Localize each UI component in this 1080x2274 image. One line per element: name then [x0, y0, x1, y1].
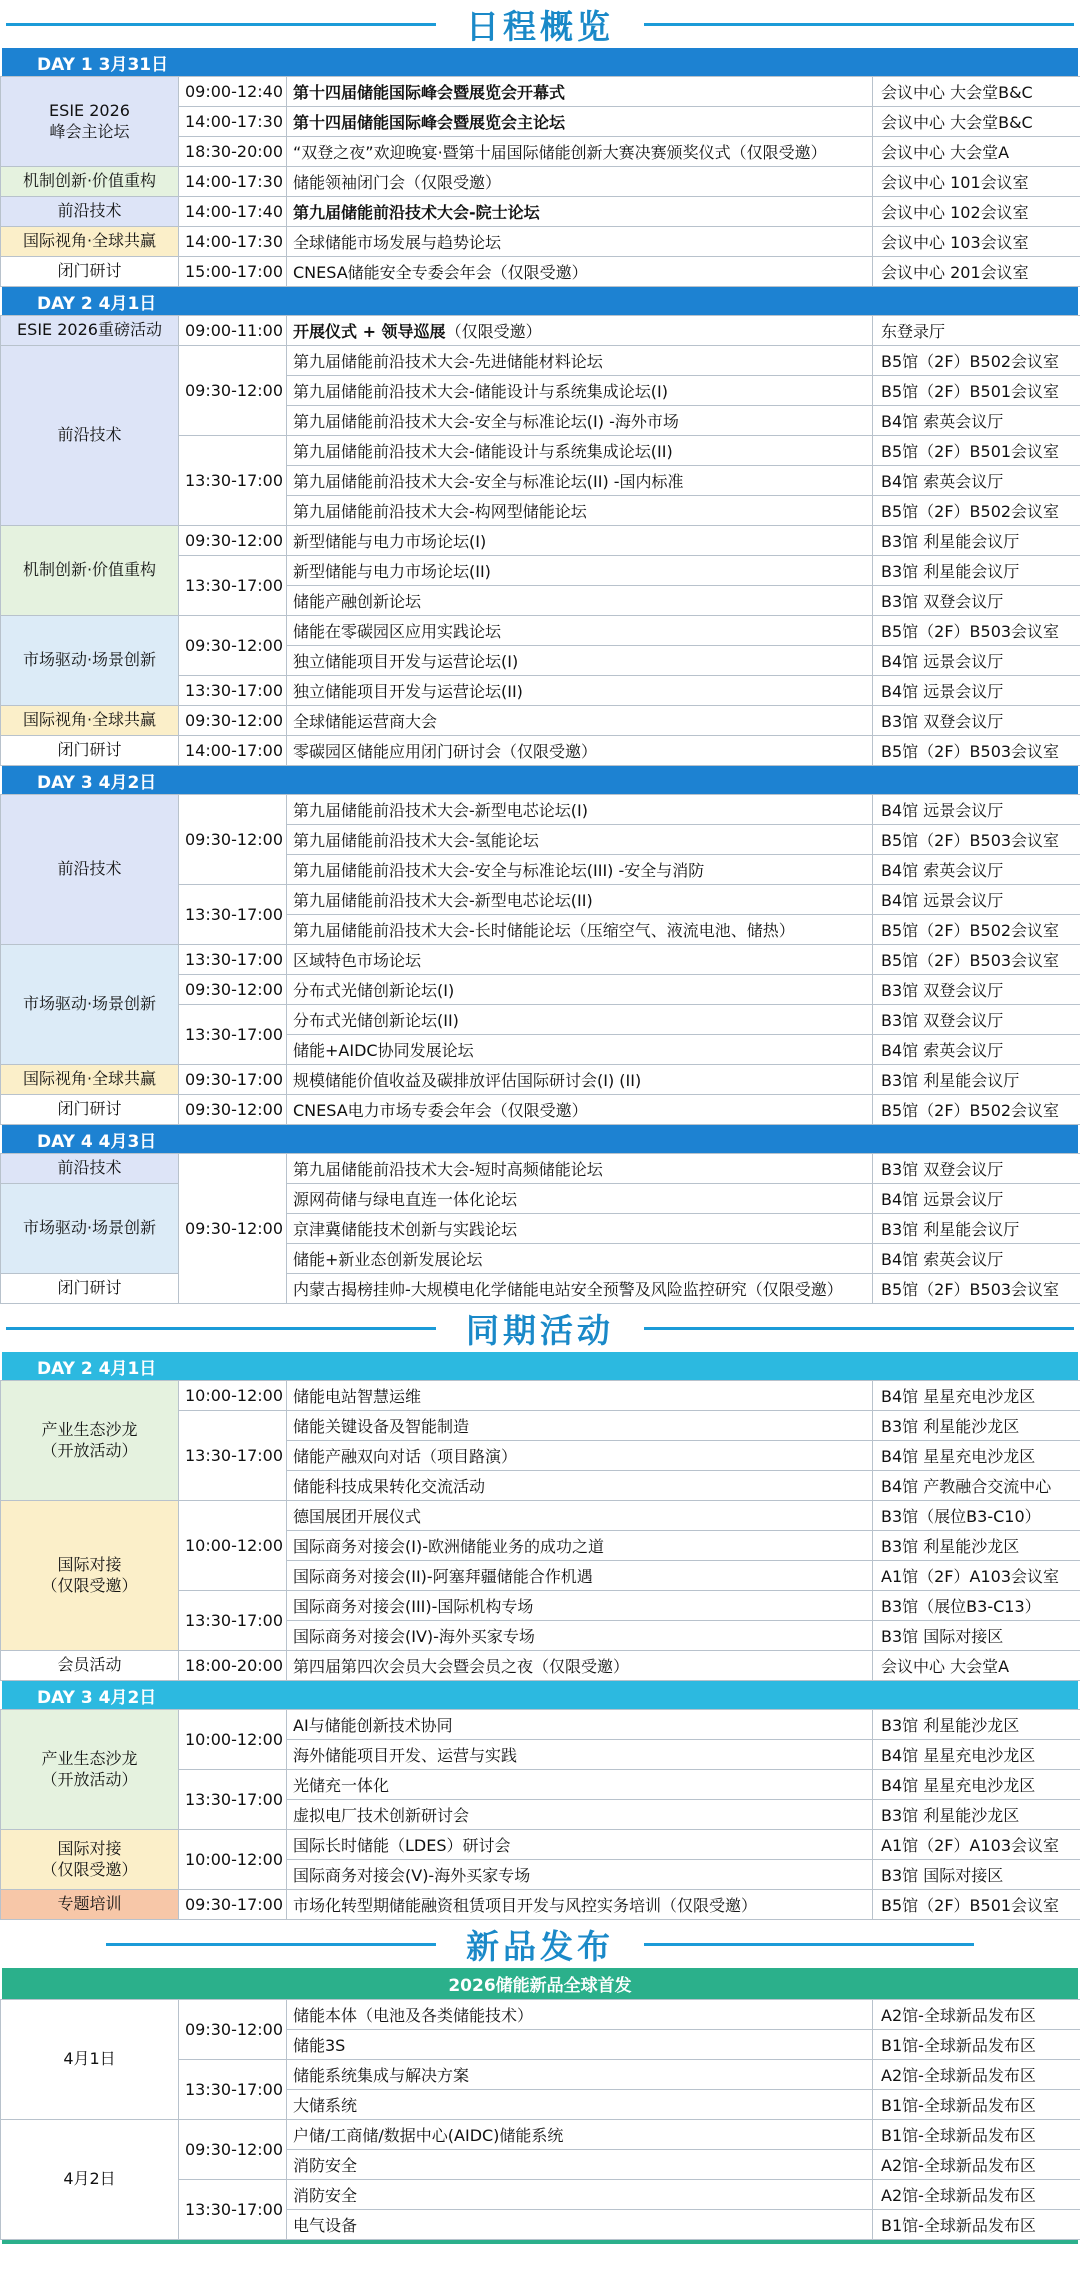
topic-cell: 京津冀储能技术创新与实践论坛 — [287, 1214, 873, 1244]
topic-cell: 第四届第四次会员大会暨会员之夜（仅限受邀） — [287, 1651, 873, 1681]
topic-cell: 储能关键设备及智能制造 — [287, 1411, 873, 1441]
category-cell: 闭门研讨 — [1, 736, 179, 766]
location-cell: B1馆-全球新品发布区 — [873, 2090, 1080, 2120]
category-cell: 国际视角·全球共赢 — [1, 227, 179, 257]
topic-cell: 光储充一体化 — [287, 1770, 873, 1800]
day-header: DAY 3 4月2日 — [2, 766, 1078, 794]
time-cell: 09:30-17:00 — [179, 1065, 287, 1095]
time-cell: 18:30-20:00 — [179, 137, 287, 167]
category-cell: 国际对接 （仅限受邀） — [1, 1501, 179, 1651]
location-cell: B4馆 索英会议厅 — [873, 466, 1080, 496]
location-cell: B4馆 索英会议厅 — [873, 855, 1080, 885]
topic-cell: 储能科技成果转化交流活动 — [287, 1471, 873, 1501]
location-cell: B4馆 索英会议厅 — [873, 1244, 1080, 1274]
time-cell: 13:30-17:00 — [179, 2060, 287, 2120]
location-cell: A1馆（2F）A103会议室 — [873, 1830, 1080, 1860]
time-cell: 09:30-12:00 — [179, 2120, 287, 2180]
category-cell: 市场驱动·场景创新 — [1, 945, 179, 1065]
location-cell: B3馆 利星能沙龙区 — [873, 1800, 1080, 1830]
time-cell: 13:30-17:00 — [179, 885, 287, 945]
category-cell: 国际对接 （仅限受邀） — [1, 1830, 179, 1890]
topic-cell: 内蒙古揭榜挂帅-大规模电化学储能电站安全预警及风险监控研究（仅限受邀） — [287, 1274, 873, 1304]
day-header: DAY 1 3月31日 — [2, 48, 1078, 76]
topic-cell: 储能3S — [287, 2030, 873, 2060]
table-row — [1, 945, 1080, 975]
category-cell: 产业生态沙龙 （开放活动） — [1, 1710, 179, 1830]
topic-cell: 全球储能运营商大会 — [287, 706, 873, 736]
time-cell: 10:00-12:00 — [179, 1710, 287, 1770]
category-cell: 专题培训 — [1, 1890, 179, 1920]
topic-cell: 第九届储能前沿技术大会-储能设计与系统集成论坛(II) — [287, 436, 873, 466]
location-cell: A2馆-全球新品发布区 — [873, 2000, 1080, 2030]
location-cell: B5馆（2F）B503会议室 — [873, 945, 1080, 975]
time-cell: 09:30-12:00 — [179, 616, 287, 676]
section-title-text: 同期活动 — [466, 1310, 614, 1350]
time-cell: 09:30-17:00 — [179, 1890, 287, 1920]
table-row — [1, 1095, 1080, 1125]
location-cell: 会议中心 大会堂B&C — [873, 77, 1080, 107]
category-cell: 机制创新·价值重构 — [1, 526, 179, 616]
title-divider — [6, 23, 436, 26]
table-row — [1, 346, 1080, 376]
launch-banner: 2026储能新品全球首发 — [2, 1968, 1078, 1999]
location-cell: B4馆 星星充电沙龙区 — [873, 1770, 1080, 1800]
table-row — [1, 77, 1080, 107]
topic-cell: 储能+AIDC协同发展论坛 — [287, 1035, 873, 1065]
time-cell: 14:00-17:30 — [179, 107, 287, 137]
location-cell: 会议中心 102会议室 — [873, 197, 1080, 227]
topic-cell: 第九届储能前沿技术大会-构网型储能论坛 — [287, 496, 873, 526]
category-cell: 闭门研讨 — [1, 1274, 179, 1304]
location-cell: B5馆（2F）B502会议室 — [873, 915, 1080, 945]
time-cell: 09:30-12:00 — [179, 1154, 287, 1304]
time-cell: 13:30-17:00 — [179, 676, 287, 706]
table-row — [1, 1890, 1080, 1920]
location-cell: B5馆（2F）B501会议室 — [873, 1890, 1080, 1920]
location-cell: B3馆 双登会议厅 — [873, 706, 1080, 736]
time-cell: 09:00-11:00 — [179, 316, 287, 346]
category-cell: 闭门研讨 — [1, 257, 179, 287]
topic-cell: 消防安全 — [287, 2150, 873, 2180]
table-row — [1, 1274, 1080, 1304]
location-cell: B4馆 星星充电沙龙区 — [873, 1441, 1080, 1471]
category-cell: 国际视角·全球共赢 — [1, 1065, 179, 1095]
time-cell: 09:30-12:00 — [179, 1095, 287, 1125]
time-cell: 14:00-17:40 — [179, 197, 287, 227]
location-cell: 会议中心 大会堂A — [873, 1651, 1080, 1681]
day-header: DAY 2 4月1日 — [2, 1352, 1078, 1380]
table-row — [1, 1651, 1080, 1681]
location-cell: B3馆 国际对接区 — [873, 1860, 1080, 1890]
topic-cell: 第九届储能前沿技术大会-安全与标准论坛(III) -安全与消防 — [287, 855, 873, 885]
topic-cell: 分布式光储创新论坛(I) — [287, 975, 873, 1005]
topic-cell: 全球储能市场发展与趋势论坛 — [287, 227, 873, 257]
topic-cell: 源网荷储与绿电直连一体化论坛 — [287, 1184, 873, 1214]
location-cell: B3馆 利星能会议厅 — [873, 556, 1080, 586]
location-cell: B3馆 利星能会议厅 — [873, 1214, 1080, 1244]
location-cell: 会议中心 103会议室 — [873, 227, 1080, 257]
topic-bold: 开展仪式 + 领导巡展 — [293, 322, 446, 341]
topic-cell: 国际商务对接会(II)-阿塞拜疆储能合作机遇 — [287, 1561, 873, 1591]
category-cell: 前沿技术 — [1, 795, 179, 945]
location-cell: B4馆 索英会议厅 — [873, 406, 1080, 436]
table-row — [1, 526, 1080, 556]
topic-cell: 储能本体（电池及各类储能技术） — [287, 2000, 873, 2030]
time-cell: 13:30-17:00 — [179, 945, 287, 975]
schedule-table-day1 — [0, 76, 1080, 287]
topic-cell: 规模储能价值收益及碳排放评估国际研讨会(I) (II) — [287, 1065, 873, 1095]
time-cell: 10:00-12:00 — [179, 1501, 287, 1591]
location-cell: B3馆 国际对接区 — [873, 1621, 1080, 1651]
bottom-rule — [2, 2240, 1078, 2244]
topic-cell: 国际长时储能（LDES）研讨会 — [287, 1830, 873, 1860]
concurrent-table-day3 — [0, 1709, 1080, 1920]
title-divider — [644, 1327, 1074, 1330]
table-row — [1, 1381, 1080, 1411]
topic-note: （仅限受邀） — [445, 322, 542, 341]
topic-cell: 第九届储能前沿技术大会-储能设计与系统集成论坛(I) — [287, 376, 873, 406]
location-cell: B3馆 利星能会议厅 — [873, 1065, 1080, 1095]
location-cell: B3馆 利星能沙龙区 — [873, 1710, 1080, 1740]
topic-cell: 独立储能项目开发与运营论坛(I) — [287, 646, 873, 676]
topic-cell: 储能电站智慧运维 — [287, 1381, 873, 1411]
time-cell: 13:30-17:00 — [179, 556, 287, 616]
location-cell: B5馆（2F）B503会议室 — [873, 736, 1080, 766]
time-cell: 09:00-12:40 — [179, 77, 287, 107]
time-cell: 09:30-12:00 — [179, 795, 287, 885]
time-cell: 15:00-17:00 — [179, 257, 287, 287]
topic-cell: 第九届储能前沿技术大会-新型电芯论坛(II) — [287, 885, 873, 915]
location-cell: B1馆-全球新品发布区 — [873, 2210, 1080, 2240]
day-header: DAY 4 4月3日 — [2, 1125, 1078, 1153]
location-cell: B4馆 产教融合交流中心 — [873, 1471, 1080, 1501]
topic-cell: 储能在零碳园区应用实践论坛 — [287, 616, 873, 646]
topic-cell: 第九届储能前沿技术大会-先进储能材料论坛 — [287, 346, 873, 376]
topic-cell: 消防安全 — [287, 2180, 873, 2210]
time-cell: 14:00-17:30 — [179, 167, 287, 197]
time-cell: 09:30-12:00 — [179, 706, 287, 736]
topic-cell: CNESA储能安全专委会年会（仅限受邀） — [287, 257, 873, 287]
time-cell: 13:30-17:00 — [179, 2180, 287, 2240]
topic-cell: 第九届储能前沿技术大会-新型电芯论坛(I) — [287, 795, 873, 825]
location-cell: A2馆-全球新品发布区 — [873, 2150, 1080, 2180]
table-row — [1, 197, 1080, 227]
table-row — [1, 167, 1080, 197]
topic-cell: 虚拟电厂技术创新研讨会 — [287, 1800, 873, 1830]
category-cell: ESIE 2026重磅活动 — [1, 316, 179, 346]
category-cell: 前沿技术 — [1, 346, 179, 526]
location-cell: B5馆（2F）B501会议室 — [873, 376, 1080, 406]
table-row — [1, 1710, 1080, 1740]
location-cell: B4馆 索英会议厅 — [873, 1035, 1080, 1065]
location-cell: B4馆 远景会议厅 — [873, 676, 1080, 706]
topic-cell: CNESA电力市场专委会年会（仅限受邀） — [287, 1095, 873, 1125]
location-cell: B4馆 星星充电沙龙区 — [873, 1740, 1080, 1770]
location-cell: B5馆（2F）B503会议室 — [873, 616, 1080, 646]
schedule-table-day3 — [0, 794, 1080, 1125]
topic-cell: 德国展团开展仪式 — [287, 1501, 873, 1531]
time-cell: 13:30-17:00 — [179, 436, 287, 526]
table-row — [1, 1065, 1080, 1095]
topic-cell: 分布式光储创新论坛(II) — [287, 1005, 873, 1035]
topic-cell: 市场化转型期储能融资租赁项目开发与风控实务培训（仅限受邀） — [287, 1890, 873, 1920]
location-cell: B3馆 利星能沙龙区 — [873, 1531, 1080, 1561]
category-cell: 闭门研讨 — [1, 1095, 179, 1125]
location-cell: B3馆（展位B3-C10） — [873, 1501, 1080, 1531]
topic-cell: 第九届储能前沿技术大会-短时高频储能论坛 — [287, 1154, 873, 1184]
location-cell: B4馆 星星充电沙龙区 — [873, 1381, 1080, 1411]
category-cell: 产业生态沙龙 （开放活动） — [1, 1381, 179, 1501]
schedule-table-day2 — [0, 315, 1080, 766]
time-cell: 09:30-12:00 — [179, 526, 287, 556]
category-cell: 国际视角·全球共赢 — [1, 706, 179, 736]
topic-cell: 第九届储能前沿技术大会-氢能论坛 — [287, 825, 873, 855]
topic-cell: 区域特色市场论坛 — [287, 945, 873, 975]
section-title-concurrent — [0, 1304, 1080, 1352]
location-cell: B5馆（2F）B503会议室 — [873, 1274, 1080, 1304]
table-row — [1, 795, 1080, 825]
table-row — [1, 1154, 1080, 1184]
section-title-text: 日程概览 — [466, 6, 614, 46]
title-divider — [106, 1943, 436, 1946]
topic-cell: AI与储能创新技术协同 — [287, 1710, 873, 1740]
location-cell: B5馆（2F）B502会议室 — [873, 346, 1080, 376]
location-cell: 会议中心 大会堂B&C — [873, 107, 1080, 137]
location-cell: B5馆（2F）B503会议室 — [873, 825, 1080, 855]
location-cell: A2馆-全球新品发布区 — [873, 2060, 1080, 2090]
location-cell: A1馆（2F）A103会议室 — [873, 1561, 1080, 1591]
location-cell: B4馆 远景会议厅 — [873, 646, 1080, 676]
time-cell: 14:00-17:30 — [179, 227, 287, 257]
topic-cell: 新型储能与电力市场论坛(I) — [287, 526, 873, 556]
location-cell: B1馆-全球新品发布区 — [873, 2030, 1080, 2060]
location-cell: A2馆-全球新品发布区 — [873, 2180, 1080, 2210]
table-row — [1, 2000, 1080, 2030]
table-row — [1, 316, 1080, 346]
topic-cell: 大储系统 — [287, 2090, 873, 2120]
time-cell: 13:30-17:00 — [179, 1411, 287, 1501]
category-cell: 市场驱动·场景创新 — [1, 616, 179, 706]
category-cell: ESIE 2026 峰会主论坛 — [1, 77, 179, 167]
topic-cell: 新型储能与电力市场论坛(II) — [287, 556, 873, 586]
table-row — [1, 616, 1080, 646]
topic-cell: 国际商务对接会(IV)-海外买家专场 — [287, 1621, 873, 1651]
topic-cell: 储能产融创新论坛 — [287, 586, 873, 616]
day-header: DAY 3 4月2日 — [2, 1681, 1078, 1709]
table-row — [1, 1184, 1080, 1214]
time-cell: 09:30-12:00 — [179, 2000, 287, 2060]
table-row — [1, 706, 1080, 736]
table-row — [1, 736, 1080, 766]
table-row — [1, 1501, 1080, 1531]
topic-cell: 独立储能项目开发与运营论坛(II) — [287, 676, 873, 706]
location-cell: 会议中心 101会议室 — [873, 167, 1080, 197]
table-row — [1, 1830, 1080, 1860]
time-cell: 10:00-12:00 — [179, 1830, 287, 1890]
location-cell: B5馆（2F）B501会议室 — [873, 436, 1080, 466]
location-cell: B3馆（展位B3-C13） — [873, 1591, 1080, 1621]
topic-cell: 储能+新业态创新发展论坛 — [287, 1244, 873, 1274]
title-divider — [6, 1327, 436, 1330]
title-divider — [644, 23, 1074, 26]
topic-cell: 第九届储能前沿技术大会-安全与标准论坛(II) -国内标准 — [287, 466, 873, 496]
new-products-table — [0, 1999, 1080, 2240]
topic-cell: 第十四届储能国际峰会暨展览会主论坛 — [287, 107, 873, 137]
category-cell: 前沿技术 — [1, 1154, 179, 1184]
topic-cell: 第九届储能前沿技术大会-院士论坛 — [287, 197, 873, 227]
time-cell: 13:30-17:00 — [179, 1005, 287, 1065]
location-cell: B5馆（2F）B502会议室 — [873, 496, 1080, 526]
topic-cell: 第十四届储能国际峰会暨展览会开幕式 — [287, 77, 873, 107]
location-cell: 会议中心 大会堂A — [873, 137, 1080, 167]
location-cell: B4馆 远景会议厅 — [873, 795, 1080, 825]
location-cell: B3馆 双登会议厅 — [873, 1154, 1080, 1184]
location-cell: B3馆 利星能沙龙区 — [873, 1411, 1080, 1441]
topic-cell: 国际商务对接会(V)-海外买家专场 — [287, 1860, 873, 1890]
table-row — [1, 227, 1080, 257]
section-title-text: 新品发布 — [466, 1926, 614, 1966]
time-cell: 14:00-17:00 — [179, 736, 287, 766]
section-title-new-products — [0, 1920, 1080, 1968]
location-cell: B3馆 利星能会议厅 — [873, 526, 1080, 556]
topic-cell: 国际商务对接会(III)-国际机构专场 — [287, 1591, 873, 1621]
time-cell: 10:00-12:00 — [179, 1381, 287, 1411]
category-cell: 机制创新·价值重构 — [1, 167, 179, 197]
time-cell: 13:30-17:00 — [179, 1770, 287, 1830]
location-cell: B4馆 远景会议厅 — [873, 885, 1080, 915]
category-cell: 前沿技术 — [1, 197, 179, 227]
day-header: DAY 2 4月1日 — [2, 287, 1078, 315]
topic-cell — [287, 316, 873, 346]
time-cell: 09:30-12:00 — [179, 975, 287, 1005]
topic-cell: 第九届储能前沿技术大会-安全与标准论坛(I) -海外市场 — [287, 406, 873, 436]
date-cell: 4月2日 — [1, 2120, 179, 2240]
section-title-schedule — [0, 0, 1080, 48]
time-cell: 09:30-12:00 — [179, 346, 287, 436]
location-cell: B3馆 双登会议厅 — [873, 975, 1080, 1005]
topic-cell: 海外储能项目开发、运营与实践 — [287, 1740, 873, 1770]
category-cell: 会员活动 — [1, 1651, 179, 1681]
topic-cell: 户储/工商储/数据中心(AIDC)储能系统 — [287, 2120, 873, 2150]
location-cell: 会议中心 201会议室 — [873, 257, 1080, 287]
location-cell: B1馆-全球新品发布区 — [873, 2120, 1080, 2150]
topic-cell: 国际商务对接会(I)-欧洲储能业务的成功之道 — [287, 1531, 873, 1561]
table-row — [1, 2120, 1080, 2150]
location-cell: 东登录厅 — [873, 316, 1080, 346]
topic-cell: 储能领袖闭门会（仅限受邀） — [287, 167, 873, 197]
topic-cell: 储能产融双向对话（项目路演） — [287, 1441, 873, 1471]
topic-cell: 电气设备 — [287, 2210, 873, 2240]
category-cell: 市场驱动·场景创新 — [1, 1184, 179, 1274]
location-cell: B3馆 双登会议厅 — [873, 1005, 1080, 1035]
topic-cell: 储能系统集成与解决方案 — [287, 2060, 873, 2090]
topic-cell: 第九届储能前沿技术大会-长时储能论坛（压缩空气、液流电池、储热） — [287, 915, 873, 945]
topic-cell: “双登之夜”欢迎晚宴·暨第十届国际储能创新大赛决赛颁奖仪式（仅限受邀） — [287, 137, 873, 167]
location-cell: B4馆 远景会议厅 — [873, 1184, 1080, 1214]
location-cell: B3馆 双登会议厅 — [873, 586, 1080, 616]
schedule-table-day4 — [0, 1153, 1080, 1304]
time-cell: 13:30-17:00 — [179, 1591, 287, 1651]
time-cell: 18:00-20:00 — [179, 1651, 287, 1681]
location-cell: B5馆（2F）B502会议室 — [873, 1095, 1080, 1125]
title-divider — [644, 1943, 974, 1946]
topic-cell: 零碳园区储能应用闭门研讨会（仅限受邀） — [287, 736, 873, 766]
table-row — [1, 257, 1080, 287]
concurrent-table-day2 — [0, 1380, 1080, 1681]
date-cell: 4月1日 — [1, 2000, 179, 2120]
